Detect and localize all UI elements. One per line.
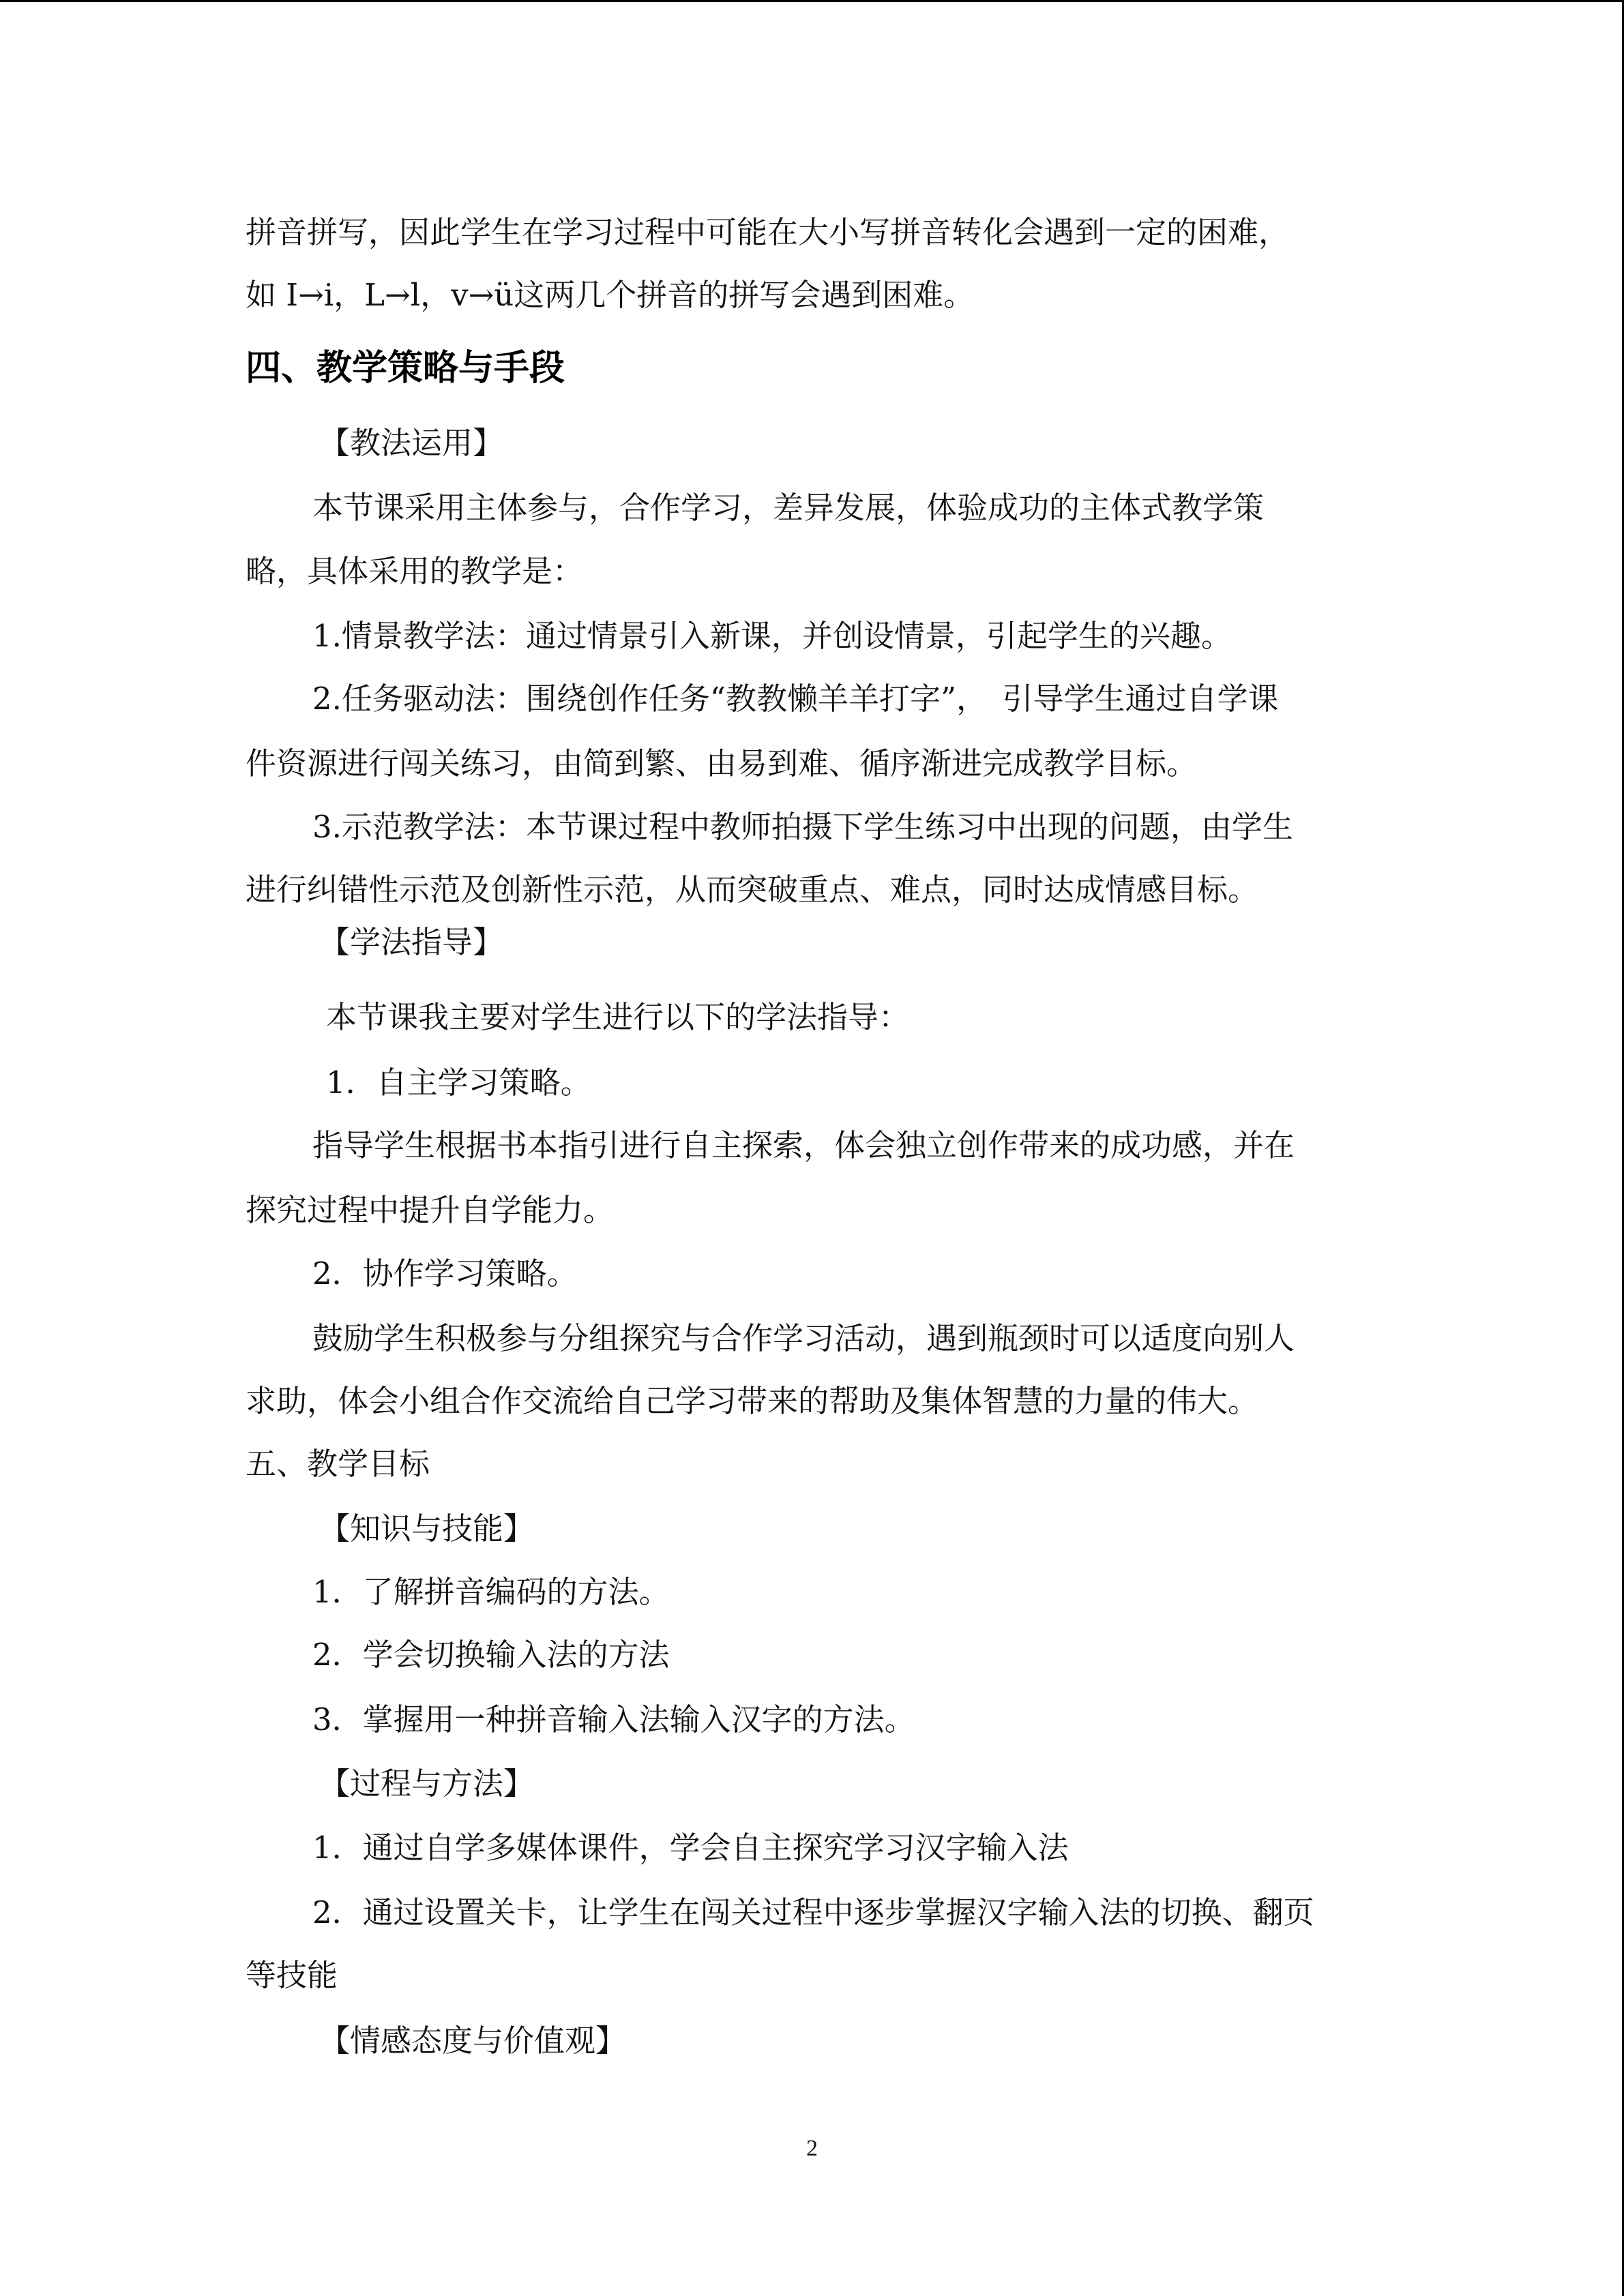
- process-item-2-line-1: 2．通过设置关卡，让学生在闯关过程中逐步掌握汉字输入法的切换、翻页: [312, 1894, 1314, 1930]
- learning-guide-item-2-title: 2．协作学习策略。: [312, 1255, 578, 1292]
- knowledge-item-1: 1．了解拼音编码的方法。: [312, 1574, 670, 1610]
- emotion-label: 【情感态度与价值观】: [319, 2023, 627, 2059]
- section-5-heading: 五、教学目标: [246, 1446, 430, 1482]
- teaching-method-intro-line-1: 本节课采用主体参与，合作学习，差异发展，体验成功的主体式教学策: [312, 490, 1265, 526]
- learning-guide-item-1-line-2: 探究过程中提升自学能力。: [246, 1192, 615, 1228]
- process-item-2-line-2: 等技能: [246, 1957, 338, 1993]
- teaching-method-item-2-line-1: 2.任务驱动法：围绕创作任务“教教懒羊羊打字”， 引导学生通过自学课: [312, 681, 1279, 717]
- knowledge-label: 【知识与技能】: [319, 1510, 535, 1547]
- teaching-method-item-2-line-2: 件资源进行闯关练习，由简到繁、由易到难、循序渐进完成教学目标。: [246, 745, 1198, 781]
- learning-guide-item-2-line-2: 求助，体会小组合作交流给自己学习带来的帮助及集体智慧的力量的伟大。: [246, 1383, 1259, 1419]
- process-item-1: 1．通过自学多媒体课件，学会自主探究学习汉字输入法: [312, 1830, 1069, 1866]
- teaching-method-intro-line-2: 略，具体采用的教学是：: [246, 553, 584, 589]
- learning-guide-intro: 本节课我主要对学生进行以下的学法指导：: [326, 999, 910, 1035]
- intro-line-1: 拼音拼写，因此学生在学习过程中可能在大小写拼音转化会遇到一定的困难，: [246, 214, 1290, 250]
- page-number: 2: [806, 2136, 818, 2161]
- learning-guide-item-1-title: 1．自主学习策略。: [326, 1064, 591, 1101]
- learning-guide-item-1-line-1: 指导学生根据书本指引进行自主探索，体会独立创作带来的成功感，并在: [312, 1127, 1295, 1163]
- teaching-method-item-1: 1.情景教学法：通过情景引入新课，并创设情景，引起学生的兴趣。: [312, 618, 1232, 654]
- section-4-heading: 四、教学策略与手段: [246, 348, 565, 389]
- learning-guide-label: 【学法指导】: [319, 924, 504, 960]
- teaching-method-label: 【教法运用】: [319, 425, 504, 461]
- learning-guide-item-2-line-1: 鼓励学生积极参与分组探究与合作学习活动，遇到瓶颈时可以适度向别人: [312, 1320, 1295, 1356]
- teaching-method-item-3-line-1: 3.示范教学法：本节课过程中教师拍摄下学生练习中出现的问题，由学生: [312, 809, 1293, 845]
- knowledge-item-2: 2．学会切换输入法的方法: [312, 1637, 670, 1673]
- teaching-method-item-3-line-2: 进行纠错性示范及创新性示范，从而突破重点、难点，同时达成情感目标。: [246, 871, 1259, 908]
- process-label: 【过程与方法】: [319, 1765, 535, 1802]
- intro-line-2: 如 I→i，L→l，v→ü这两几个拼音的拼写会遇到困难。: [246, 277, 975, 313]
- knowledge-item-3: 3．掌握用一种拼音输入法输入汉字的方法。: [312, 1701, 915, 1738]
